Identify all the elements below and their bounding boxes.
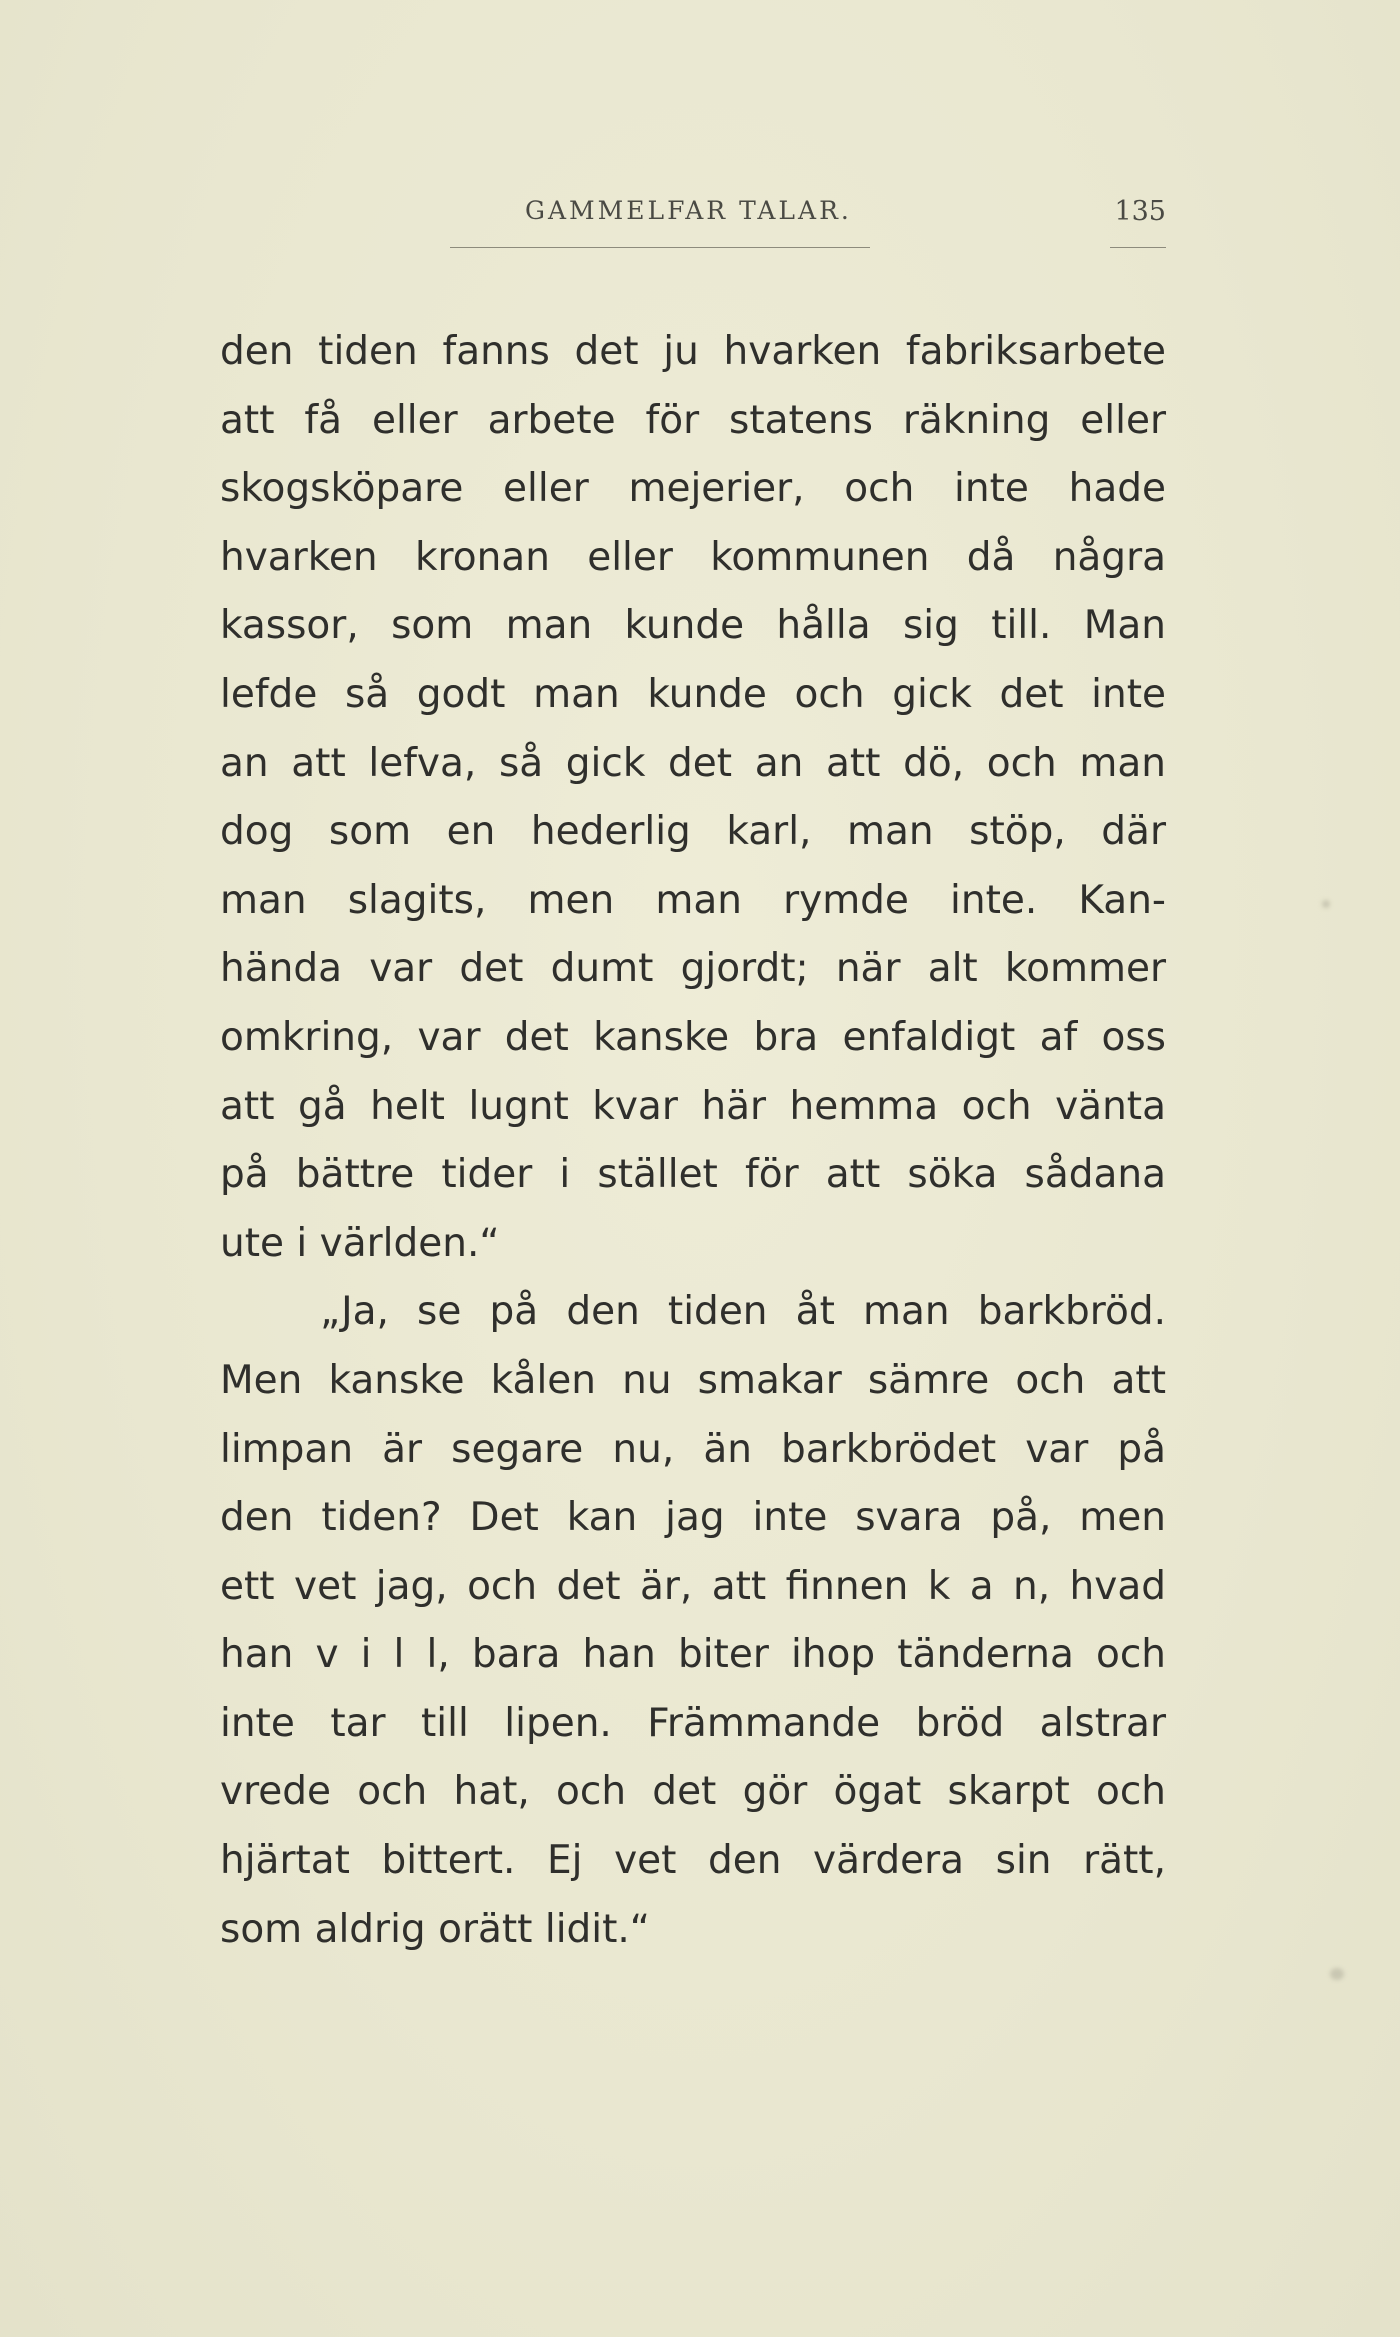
text-line: ett vet jag, och det är, att finnen k a n, hvad bbox=[220, 1563, 1166, 1609]
text-line: hända var det dumt gjordt; när alt kommer bbox=[220, 946, 1166, 992]
text-line: man slagits, men man rymde inte. Kan- bbox=[220, 877, 1166, 923]
text-line: lefde så godt man kunde och gick det inte bbox=[220, 671, 1166, 717]
text-line: kassor, som man kunde hålla sig till. Man bbox=[220, 603, 1166, 649]
text-line: inte tar till lipen. Främmande bröd alstrar bbox=[220, 1700, 1166, 1746]
text-line: vrede och hat, och det gör ögat skarpt och bbox=[220, 1769, 1166, 1815]
text-line: den tiden fanns det ju hvarken fabriksarbete bbox=[220, 329, 1166, 374]
running-title: GAMMELFAR TALAR. bbox=[525, 196, 852, 225]
text-line: limpan är segare nu, än barkbrödet var på bbox=[220, 1426, 1166, 1472]
text-line: han v i l l, bara han biter ihop tänderna och bbox=[220, 1632, 1166, 1678]
text-line: Men kanske kålen nu smakar sämre och att bbox=[220, 1357, 1166, 1403]
header-rule-right bbox=[1110, 247, 1166, 248]
body-text bbox=[220, 318, 1166, 1964]
page-number: 135 bbox=[1114, 196, 1166, 227]
text-line: hvarken kronan eller kommunen då några bbox=[220, 534, 1166, 580]
paper-speck bbox=[1322, 900, 1330, 908]
page-header bbox=[220, 196, 1166, 236]
text-line: att få eller arbete för statens räkning eller bbox=[220, 397, 1166, 443]
text-line: hjärtat bittert. Ej vet den värdera sin rätt, bbox=[220, 1838, 1166, 1884]
text-line: „Ja, se på den tiden åt man barkbröd. bbox=[320, 1289, 1166, 1335]
text-line: att gå helt lugnt kvar här hemma och vänta bbox=[220, 1083, 1166, 1129]
text-line: ute i världen.“ bbox=[220, 1220, 500, 1266]
text-line: an att lefva, så gick det an att dö, och man bbox=[220, 740, 1166, 786]
text-line: den tiden? Det kan jag inte svara på, men bbox=[220, 1495, 1166, 1541]
text-line: omkring, var det kanske bra enfaldigt af oss bbox=[220, 1014, 1166, 1060]
text-line: på bättre tider i stället för att söka sådana bbox=[220, 1152, 1166, 1198]
text-line: som aldrig orätt lidit.“ bbox=[220, 1906, 651, 1952]
text-line: dog som en hederlig karl, man stöp, där bbox=[220, 809, 1166, 855]
text-line: skogsköpare eller mejerier, och inte hade bbox=[220, 466, 1166, 512]
paper-speck bbox=[1330, 1968, 1344, 1980]
header-rule bbox=[450, 247, 870, 248]
